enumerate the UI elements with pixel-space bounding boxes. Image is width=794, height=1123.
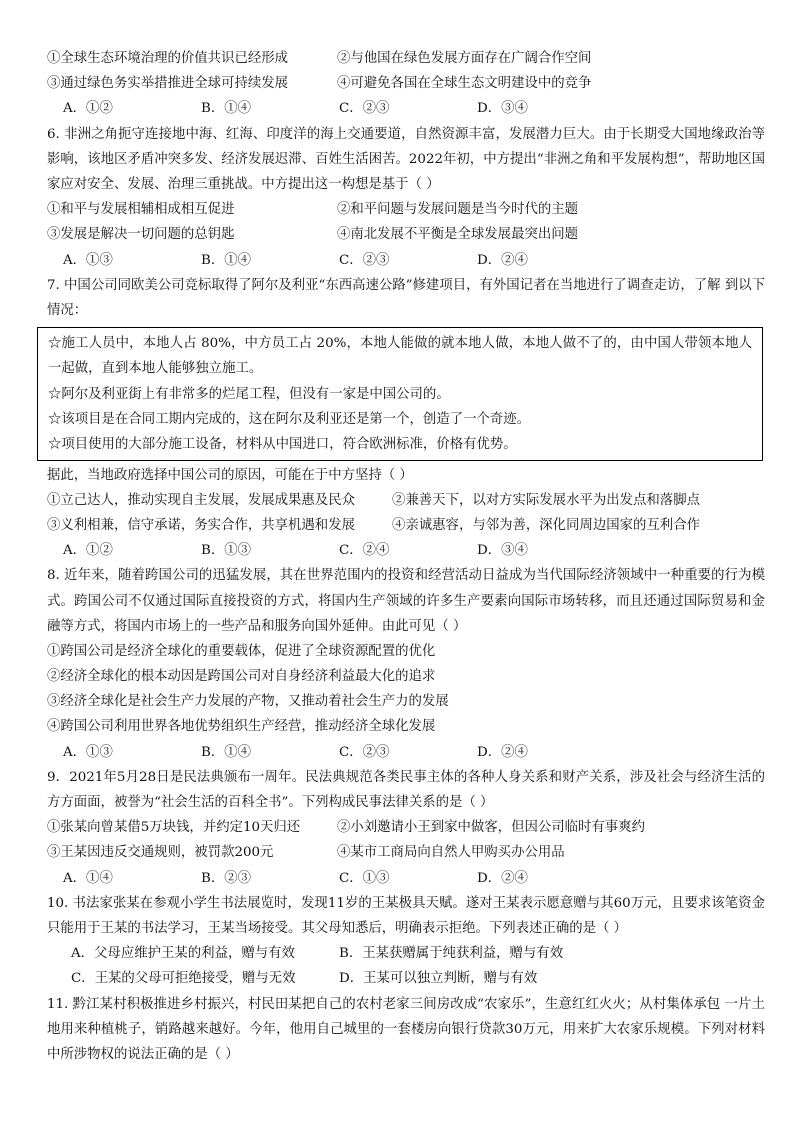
q5-option-4: ④可避免各国在全球生态文明建设中的竞争 [337,76,592,92]
q7-question: 据此，当地政府选择中国公司的原因，可能在于中方坚持（ ） [47,467,413,483]
q5-option-2: ②与他国在绿色发展方面存在广阔合作空间 [337,51,592,66]
q5-choice-a[interactable]: A．①② [63,101,113,117]
q7-stem: 7. 中国公司同欧美公司竞标取得了阿尔及利亚“东西高速公路”修建项目，有外国记者在当地进行了调查走访，了解 到以下情况： [47,277,765,318]
q9-choice-c[interactable]: C．①③ [339,870,390,886]
q5-options-row-2 [47,71,765,96]
q7-material-item: ☆该项目是在合同工期内完成的，这在阿尔及利亚还是第一个，创造了一个奇迹。 [48,411,531,427]
q6-options-row-1 [47,197,765,222]
q6-option-4: ④南北发展不平衡是全球发展最突出问题 [337,227,579,243]
q7-choice-d[interactable]: D．③④ [477,543,528,559]
q6-choice-b[interactable]: B．①④ [201,252,252,268]
q7-options-row-1 [47,488,765,513]
q9-choice-d[interactable]: D．②④ [477,870,528,886]
q6-option-1: ①和平与发展相辅相成相互促进 [47,202,235,218]
q6-choice-c[interactable]: C．②③ [339,252,390,268]
q8-stem: 8. 近年来，随着跨国公司的迅猛发展，其在世界范围内的投资和经营活动日益成为当代国际经济领域中一种重要的行为模式。跨国公司不仅通过国际直接投资的方式，将国内生产领域的许多生产要素向国际市场转移，而且还通过国际贸易和金融等方式，将国内市场上的一些产品和服务向国外延伸。由此可见（ ） [47,568,765,634]
q5-options-row-1 [47,46,765,71]
q8-option-3: ③经济全球化是社会生产力发展的产物，又推动着社会生产力的发展 [47,694,449,710]
q9-stem: 9．2021年5月28日是民法典颁布一周年。民法典规范各类民事主体的各种人身关系和财产关系，涉及社会与经济生活的方方面面，被誉为“社会生活的百科全书”。下列构成民事法律关系的是（ ） [47,769,765,811]
q7-options-row-2 [47,513,765,538]
q8-choice-a[interactable]: A．①③ [63,744,113,760]
exam-page [47,46,765,1067]
q9-option-1: ①张某向曾某借5万块钱，并约定10天归还 [47,820,301,836]
q7-material-item: ☆项目使用的大部分施工设备，材料从中国进口，符合欧洲标准，价格有优势。 [48,436,517,452]
q6-choice-a[interactable]: A．①③ [63,252,113,268]
q7-option-4: ④亲诚惠容，与邻为善，深化同周边国家的互利合作 [392,517,700,533]
q10-choices-row-1 [47,941,765,966]
q9-options-row-1 [47,815,765,840]
q6-choices [47,248,765,273]
q10-choice-b[interactable]: B．王某获赠属于纯获利益，赠与有效 [339,946,564,962]
q6-choice-d[interactable]: D．②④ [477,252,528,268]
q5-choice-c[interactable]: C．②③ [339,101,390,117]
q8-choice-d[interactable]: D．②④ [477,744,528,760]
q9-options-row-2 [47,840,765,865]
q9-option-4: ④某市工商局向自然人甲购买办公用品 [337,845,565,861]
q6-stem: 6. 非洲之角扼守连接地中海、红海、印度洋的海上交通要道，自然资源丰富，发展潜力巨大。由于长期受大国地缘政治等影响，该地区矛盾冲突多发、经济发展迟滞、百姓生活困苦。2022年初，中方提出“非洲之角和平发展构想”，帮助地区国家应对安全、发展、治理三重挑战。中方提出这一构想是基于（ ） [47,126,766,192]
q7-material-item: ☆施工人员中，本地人占 80%，中方员工占 20%，本地人能做的就本地人做，本地人做不了的，由中国人带领本地人一起做，直到本地人能够独立施工。 [48,336,752,377]
q9-choice-a[interactable]: A．①④ [63,870,113,886]
q5-choices [47,96,765,121]
q7-material-item: ☆阿尔及利亚街上有非常多的烂尾工程，但没有一家是中国公司的。 [48,386,450,402]
q7-option-2: ②兼善天下，以对方实际发展水平为出发点和落脚点 [392,492,700,508]
q11-stem: 11. 黔江某村积极推进乡村振兴，村民田某把自己的农村老家三间房改成“农家乐”，生意红红火火；从村集体承包 一片土地用来种植桃子，销路越来越好。今年，他用自己城里的一套楼房向银行贷款30万元，用来扩大农家乐规模。下列对材料中所涉物权的说法正确的是（ ） [47,996,765,1062]
q10-stem: 10. 书法家张某在参观小学生书法展览时，发现11岁的王某极具天赋。遂对王某表示愿意赠与其60万元，且要求该笔资金只能用于王某的书法学习，王某当场接受。其父母知悉后，明确表示拒绝。下列表述正确的是（ ） [47,895,765,937]
q8-choices [47,740,765,765]
q8-option-1: ①跨国公司是经济全球化的重要载体，促进了全球资源配置的优化 [47,643,436,659]
q5-choice-b[interactable]: B．①④ [201,101,252,117]
q10-choice-c[interactable]: C．王某的父母可拒绝接受，赠与无效 [71,971,296,987]
q7-material-box [37,327,763,460]
q6-option-2: ②和平问题与发展问题是当今时代的主题 [337,202,579,218]
q5-option-3: ③通过绿色务实举措推进全球可持续发展 [47,76,289,92]
q6-option-3: ③发展是解决一切问题的总钥匙 [47,227,235,243]
q8-choice-b[interactable]: B．①④ [201,744,252,760]
q10-choice-d[interactable]: D．王某可以独立判断，赠与有效 [339,971,538,987]
q8-option-2: ②经济全球化的根本动因是跨国公司对自身经济利益最大化的追求 [47,669,436,685]
q9-choices [47,866,765,891]
q6-options-row-2 [47,222,765,247]
q7-option-3: ③义利相兼，信守承诺，务实合作，共享机遇和发展 [47,517,355,533]
q7-choice-c[interactable]: C．②④ [339,543,390,559]
q7-choice-a[interactable]: A．①② [63,543,113,559]
q9-option-2: ②小刘邀请小王到家中做客，但因公司临时有事爽约 [337,820,645,836]
q9-choice-b[interactable]: B．②③ [201,870,252,886]
q5-option-1: ①全球生态环境治理的价值共识已经形成 [47,51,289,66]
q9-option-3: ③王某因违反交通规则，被罚款200元 [47,845,274,861]
q10-choice-a[interactable]: A．父母应维护王某的利益，赠与有效 [71,946,295,962]
q7-choice-b[interactable]: B．①③ [201,543,252,559]
q8-option-4: ④跨国公司利用世界各地优势组织生产经营，推动经济全球化发展 [47,719,436,735]
q10-choices-row-2 [47,966,765,991]
q7-option-1: ①立己达人，推动实现自主发展，发展成果惠及民众 [47,492,355,508]
q5-choice-d[interactable]: D．③④ [477,101,528,117]
q8-choice-c[interactable]: C．②③ [339,744,390,760]
q7-choices [47,538,765,563]
